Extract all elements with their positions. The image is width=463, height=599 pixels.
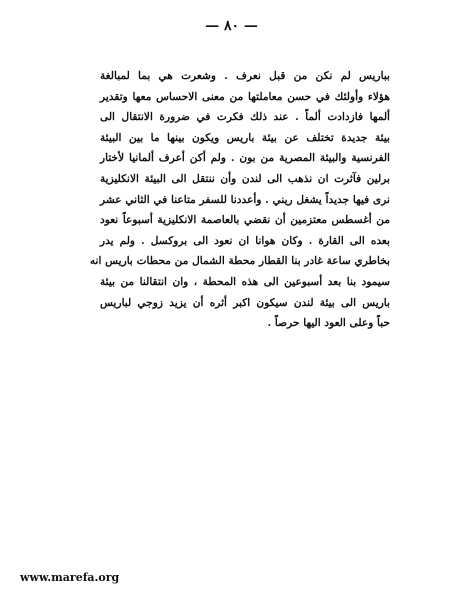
text-line: ألمها فازدادت ألماً . عند ذلك فكرت في ضرورة الانتقال الى bbox=[100, 111, 390, 124]
footer-url: www.marefa.org bbox=[20, 571, 120, 584]
text-line: نرى فيها جديداً يشغل ريني . وأعددنا للسفر متاعنا في الثاني عشر bbox=[100, 193, 390, 206]
text-line: برلين فآثرت ان نذهب الى لندن وأن ننتقل الى البيئة الانكليزية bbox=[100, 172, 390, 185]
page-number: — ٨٠ — bbox=[205, 18, 258, 34]
text-line: الفرنسية والبيئة المصرية من بون . ولم أكن أعرف ألمانيا لأختار bbox=[100, 152, 390, 165]
text-line: بخاطري ساعة غادر بنا القطار محطة الشمال من محطات باريس انه bbox=[89, 255, 390, 268]
text-line: سيمود بنا بعد أسبوعين الى هذه المحطة ، وان انتقالنا من بيئة bbox=[100, 275, 390, 288]
text-line: باريس الى بيئة لندن سيكون اكبر أثره أن يزيد زوجي لباريس bbox=[100, 296, 390, 309]
text-line: هؤلاء وأولئك في حسن معاملتها من معنى الاحساس معها وتقدير bbox=[100, 90, 390, 103]
text-line: بيئة جديدة تختلف عن بيئة باريس ويكون بينها ما بين البيئة bbox=[100, 131, 390, 144]
text-line: من أغسطس معتزمين أن نقضي بالعاصمة الانكليزية أسبوعاً نعود bbox=[100, 214, 390, 227]
text-line: بباريس لم نكن من قبل نعرف . وشعرت هي بما لمبالغة bbox=[100, 70, 390, 82]
body-text bbox=[89, 66, 390, 334]
text-line: بعده الى القارة . وكان هوانا ان نعود الى بروكسل . ولم يدر bbox=[100, 234, 390, 247]
text-line-last: حباً وعلى العود اليها حرصاً . bbox=[267, 317, 390, 330]
